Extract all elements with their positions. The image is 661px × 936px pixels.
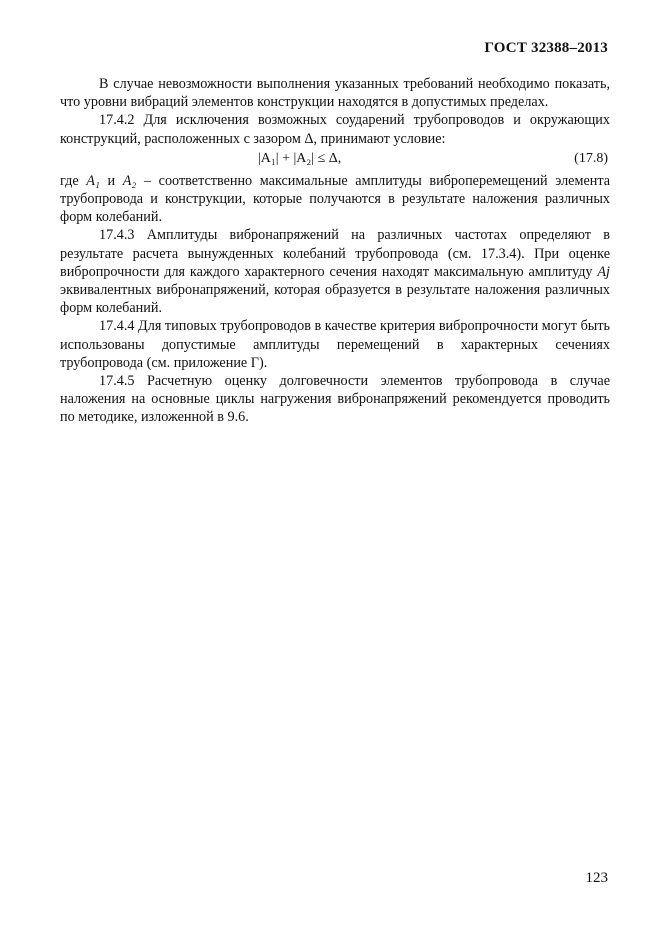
p4-end: эквивалентных вибронапряжений, которая образуется в результате наложения различных форм колебаний.: [60, 282, 610, 317]
variable-a1: A₁: [86, 172, 100, 189]
formula-17-8: |A₁| + |A₂| ≤ Δ,: [258, 150, 342, 166]
where-rest: – соответственно максимальные амплитуды виброперемещений элемента трубопровода и конструкции, которые получаются в результате наложения различных форм колебаний.: [60, 172, 611, 226]
where-and: и: [107, 172, 116, 189]
p4-start: 17.4.3 Амплитуды вибронапряжений на различных частотах определяют в результате расчета вынужденных колебаний трубопровода (см. 17.3.4). При оценке вибропрочности для каждого характерного сечения находят максимальную амплитуду: [60, 227, 610, 280]
page-number: 123: [585, 870, 608, 886]
document-body: [60, 75, 610, 427]
formula-row: [60, 148, 610, 172]
paragraph-requirements: В случае невозможности выполнения указанных требований необходимо показать, что уровни вибраций элементов конструкции находятся в допустимых пределах.: [60, 76, 610, 111]
variable-a2: A₂: [122, 172, 137, 189]
paragraph-17-4-2: 17.4.2 Для исключения возможных соударений трубопроводов и окружающих конструкций, расположенных с зазором Δ, принимают условие:: [60, 112, 610, 147]
paragraph-17-4-5: 17.4.5 Расчетную оценку долговечности элементов трубопровода в случае наложения на основные циклы нагружения вибронапряжений рекомендуется проводить по методике, изложенной в 9.6.: [60, 373, 610, 426]
paragraph-17-4-3: [60, 226, 610, 317]
where-prefix: где: [60, 172, 79, 189]
variable-aj: Aj: [597, 263, 610, 280]
paragraph-where: [60, 172, 610, 227]
standard-header: ГОСТ 32388–2013: [484, 40, 608, 56]
formula-number: (17.8): [574, 150, 608, 166]
paragraph-17-4-4: 17.4.4 Для типовых трубопроводов в качестве критерия вибропрочности могут быть использованы допустимые амплитуды перемещений в характерных сечениях трубопровода (см. приложение Г).: [60, 318, 610, 371]
